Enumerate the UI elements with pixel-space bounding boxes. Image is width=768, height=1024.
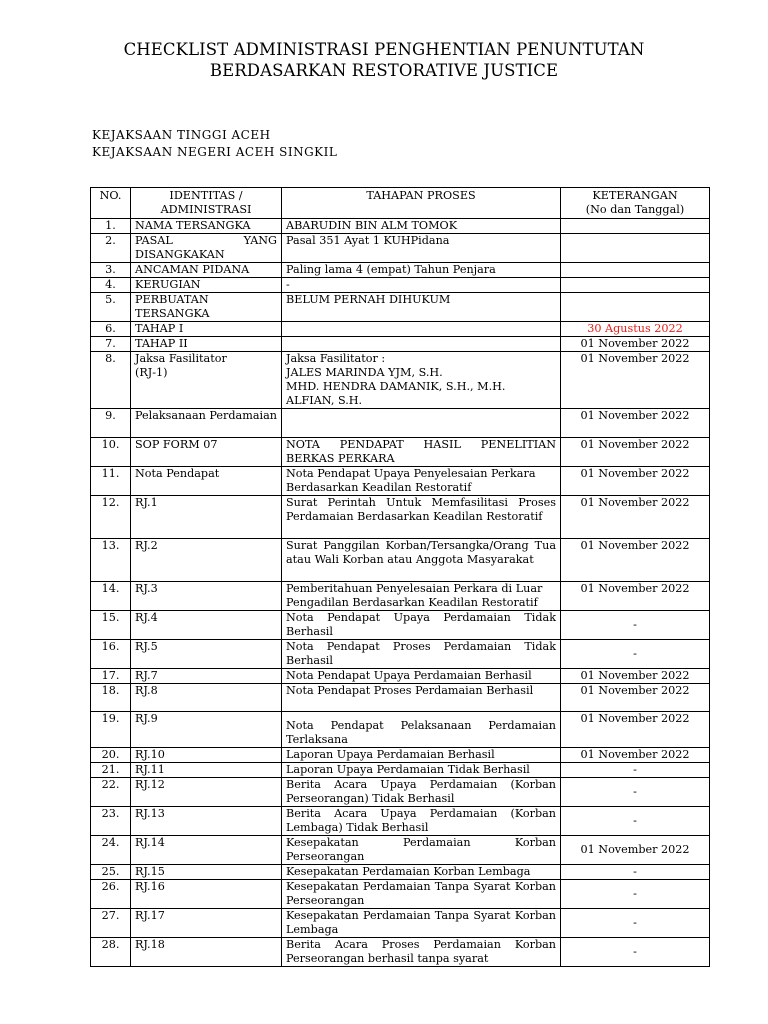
title-line-2: BERDASARKAN RESTORATIVE JUSTICE [209,61,559,80]
table-row [91,712,710,748]
row-proses: NOTA PENDAPAT HASIL PENELITIAN BERKAS PERKARA [282,438,561,467]
document-title [0,39,768,81]
row-no: 15. [91,611,131,640]
table-row [91,836,710,865]
row-proses: Surat Perintah Untuk Memfasilitasi Proses Perdamaian Berdasarkan Keadilan Restoratif [282,496,561,539]
row-identitas: NAMA TERSANGKA [131,219,282,234]
row-proses: Nota Pendapat Upaya Penyelesaian Perkara Berdasarkan Keadilan Restoratif [282,467,561,496]
row-identitas: RJ.4 [131,611,282,640]
row-keterangan: 01 November 2022 [561,539,710,582]
table-row [91,409,710,438]
table-row [91,263,710,278]
row-identitas: RJ.14 [131,836,282,865]
row-keterangan: 01 November 2022 [561,836,710,865]
row-keterangan: - [561,938,710,967]
table-row [91,219,710,234]
row-identitas: RJ.16 [131,880,282,909]
row-identitas: PERBUATAN TERSANGKA [131,293,282,322]
row-no: 20. [91,748,131,763]
row-identitas: TAHAP II [131,337,282,352]
table-row [91,807,710,836]
table-row [91,539,710,582]
table-row [91,938,710,967]
row-identitas: RJ.1 [131,496,282,539]
table-row [91,640,710,669]
row-proses: Berita Acara Proses Perdamaian Korban Perseorangan berhasil tanpa syarat [282,938,561,967]
table-row [91,278,710,293]
row-keterangan: - [561,865,710,880]
row-identitas-part: PASAL [135,234,173,247]
row-identitas: ANCAMAN PIDANA [131,263,282,278]
header-keterangan-line1: KETERANGAN [592,189,678,202]
row-keterangan [561,234,710,263]
row-no: 25. [91,865,131,880]
row-keterangan: - [561,909,710,938]
row-proses: Laporan Upaya Perdamaian Berhasil [282,748,561,763]
header-identitas-line1: IDENTITAS / [169,189,243,202]
row-keterangan: 01 November 2022 [561,409,710,438]
row-no: 22. [91,778,131,807]
row-proses [282,352,561,409]
row-proses-line: ALFIAN, S.H. [286,394,363,407]
row-proses: Nota Pendapat Upaya Perdamaian Tidak Berhasil [282,611,561,640]
row-keterangan: 01 November 2022 [561,467,710,496]
org-line-1: KEJAKSAAN TINGGI ACEH [92,128,271,142]
row-identitas-part: DISANGKAKAN [135,248,225,261]
row-keterangan [561,293,710,322]
row-proses: Nota Pendapat Proses Perdamaian Tidak Berhasil [282,640,561,669]
org-line-2: KEJAKSAAN NEGERI ACEH SINGKIL [92,145,338,159]
row-proses: Kesepakatan Perdamaian Korban Perseorangan [282,836,561,865]
row-identitas: RJ.3 [131,582,282,611]
row-keterangan: 01 November 2022 [561,712,710,748]
row-identitas: RJ.5 [131,640,282,669]
row-identitas [131,352,282,409]
row-keterangan: 01 November 2022 [561,496,710,539]
row-keterangan [561,278,710,293]
row-no: 28. [91,938,131,967]
row-proses-line: JALES MARINDA YJM, S.H. [286,366,443,379]
table-row [91,748,710,763]
row-no: 9. [91,409,131,438]
row-no: 8. [91,352,131,409]
row-no: 27. [91,909,131,938]
row-identitas: SOP FORM 07 [131,438,282,467]
row-proses [282,409,561,438]
row-no: 24. [91,836,131,865]
row-keterangan: 30 Agustus 2022 [561,322,710,337]
row-proses: - [282,278,561,293]
table-row [91,909,710,938]
row-proses: Nota Pendapat Proses Perdamaian Berhasil [282,684,561,712]
row-proses [282,337,561,352]
row-identitas: Pelaksanaan Perdamaian [131,409,282,438]
row-no: 1. [91,219,131,234]
row-identitas: Nota Pendapat [131,467,282,496]
row-identitas: RJ.15 [131,865,282,880]
header-no: NO. [91,188,131,219]
row-identitas-part: (RJ-1) [135,366,168,379]
row-keterangan: 01 November 2022 [561,352,710,409]
table-row [91,352,710,409]
row-proses: Nota Pendapat Pelaksanaan Perdamaian Terlaksana [282,712,561,748]
row-proses-line: MHD. HENDRA DAMANIK, S.H., M.H. [286,380,506,393]
row-keterangan: 01 November 2022 [561,337,710,352]
table-row [91,684,710,712]
header-identitas [131,188,282,219]
header-tahapan: TAHAPAN PROSES [282,188,561,219]
row-proses: Paling lama 4 (empat) Tahun Penjara [282,263,561,278]
table-row [91,438,710,467]
table-row [91,582,710,611]
row-identitas: RJ.13 [131,807,282,836]
row-identitas: RJ.9 [131,712,282,748]
row-no: 5. [91,293,131,322]
row-keterangan: - [561,807,710,836]
table-row [91,778,710,807]
row-proses: Surat Panggilan Korban/Tersangka/Orang Tua atau Wali Korban atau Anggota Masyarakat [282,539,561,582]
row-no: 14. [91,582,131,611]
header-keterangan-line2: (No dan Tanggal) [585,203,685,216]
row-no: 17. [91,669,131,684]
row-no: 26. [91,880,131,909]
row-identitas: RJ.7 [131,669,282,684]
row-keterangan: 01 November 2022 [561,669,710,684]
row-no: 12. [91,496,131,539]
row-no: 16. [91,640,131,669]
row-proses: ABARUDIN BIN ALM TOMOK [282,219,561,234]
header-identitas-line2: ADMINISTRASI [160,203,252,216]
table-row [91,496,710,539]
row-identitas: RJ.18 [131,938,282,967]
row-proses: Berita Acara Upaya Perdamaian (Korban Perseorangan) Tidak Berhasil [282,778,561,807]
row-proses: Kesepakatan Perdamaian Korban Lembaga [282,865,561,880]
row-no: 21. [91,763,131,778]
row-no: 11. [91,467,131,496]
row-identitas-part: YANG [243,234,277,247]
row-identitas: RJ.2 [131,539,282,582]
row-keterangan [561,263,710,278]
row-identitas: TAHAP I [131,322,282,337]
row-no: 2. [91,234,131,263]
row-no: 3. [91,263,131,278]
row-keterangan: - [561,763,710,778]
row-proses: Nota Pendapat Upaya Perdamaian Berhasil [282,669,561,684]
row-keterangan: - [561,880,710,909]
row-proses: Kesepakatan Perdamaian Tanpa Syarat Korban Lembaga [282,909,561,938]
row-proses: BELUM PERNAH DIHUKUM [282,293,561,322]
row-proses-line: Jaksa Fasilitator : [286,352,386,365]
table-row [91,234,710,263]
table-row [91,611,710,640]
row-no: 19. [91,712,131,748]
row-proses: Pemberitahuan Penyelesaian Perkara di Luar Pengadilan Berdasarkan Keadilan Restoratif [282,582,561,611]
row-identitas: RJ.12 [131,778,282,807]
row-identitas-part: Jaksa Fasilitator [135,352,227,365]
row-keterangan: 01 November 2022 [561,748,710,763]
row-keterangan: 01 November 2022 [561,684,710,712]
row-no: 18. [91,684,131,712]
table-row [91,337,710,352]
table-row [91,865,710,880]
row-no: 6. [91,322,131,337]
header-keterangan [561,188,710,219]
row-identitas: KERUGIAN [131,278,282,293]
row-no: 23. [91,807,131,836]
table-row [91,880,710,909]
table-row [91,669,710,684]
table-row [91,467,710,496]
row-identitas [131,234,282,263]
row-no: 4. [91,278,131,293]
title-line-1: CHECKLIST ADMINISTRASI PENGHENTIAN PENUNTUTAN [123,40,645,59]
table-header-row [91,188,710,219]
row-identitas: RJ.17 [131,909,282,938]
row-no: 10. [91,438,131,467]
row-keterangan: 01 November 2022 [561,438,710,467]
table-row [91,322,710,337]
row-proses: Kesepakatan Perdamaian Tanpa Syarat Korban Perseorangan [282,880,561,909]
row-proses: Pasal 351 Ayat 1 KUHPidana [282,234,561,263]
row-identitas: RJ.10 [131,748,282,763]
row-identitas: RJ.8 [131,684,282,712]
row-proses: Laporan Upaya Perdamaian Tidak Berhasil [282,763,561,778]
checklist-table [90,187,710,967]
row-no: 7. [91,337,131,352]
table-row [91,293,710,322]
row-keterangan: - [561,611,710,640]
organization-block [92,127,337,161]
row-keterangan: - [561,778,710,807]
row-keterangan: - [561,640,710,669]
table-row [91,763,710,778]
row-keterangan [561,219,710,234]
row-proses: Berita Acara Upaya Perdamaian (Korban Lembaga) Tidak Berhasil [282,807,561,836]
row-proses [282,322,561,337]
row-keterangan: 01 November 2022 [561,582,710,611]
row-identitas: RJ.11 [131,763,282,778]
row-no: 13. [91,539,131,582]
